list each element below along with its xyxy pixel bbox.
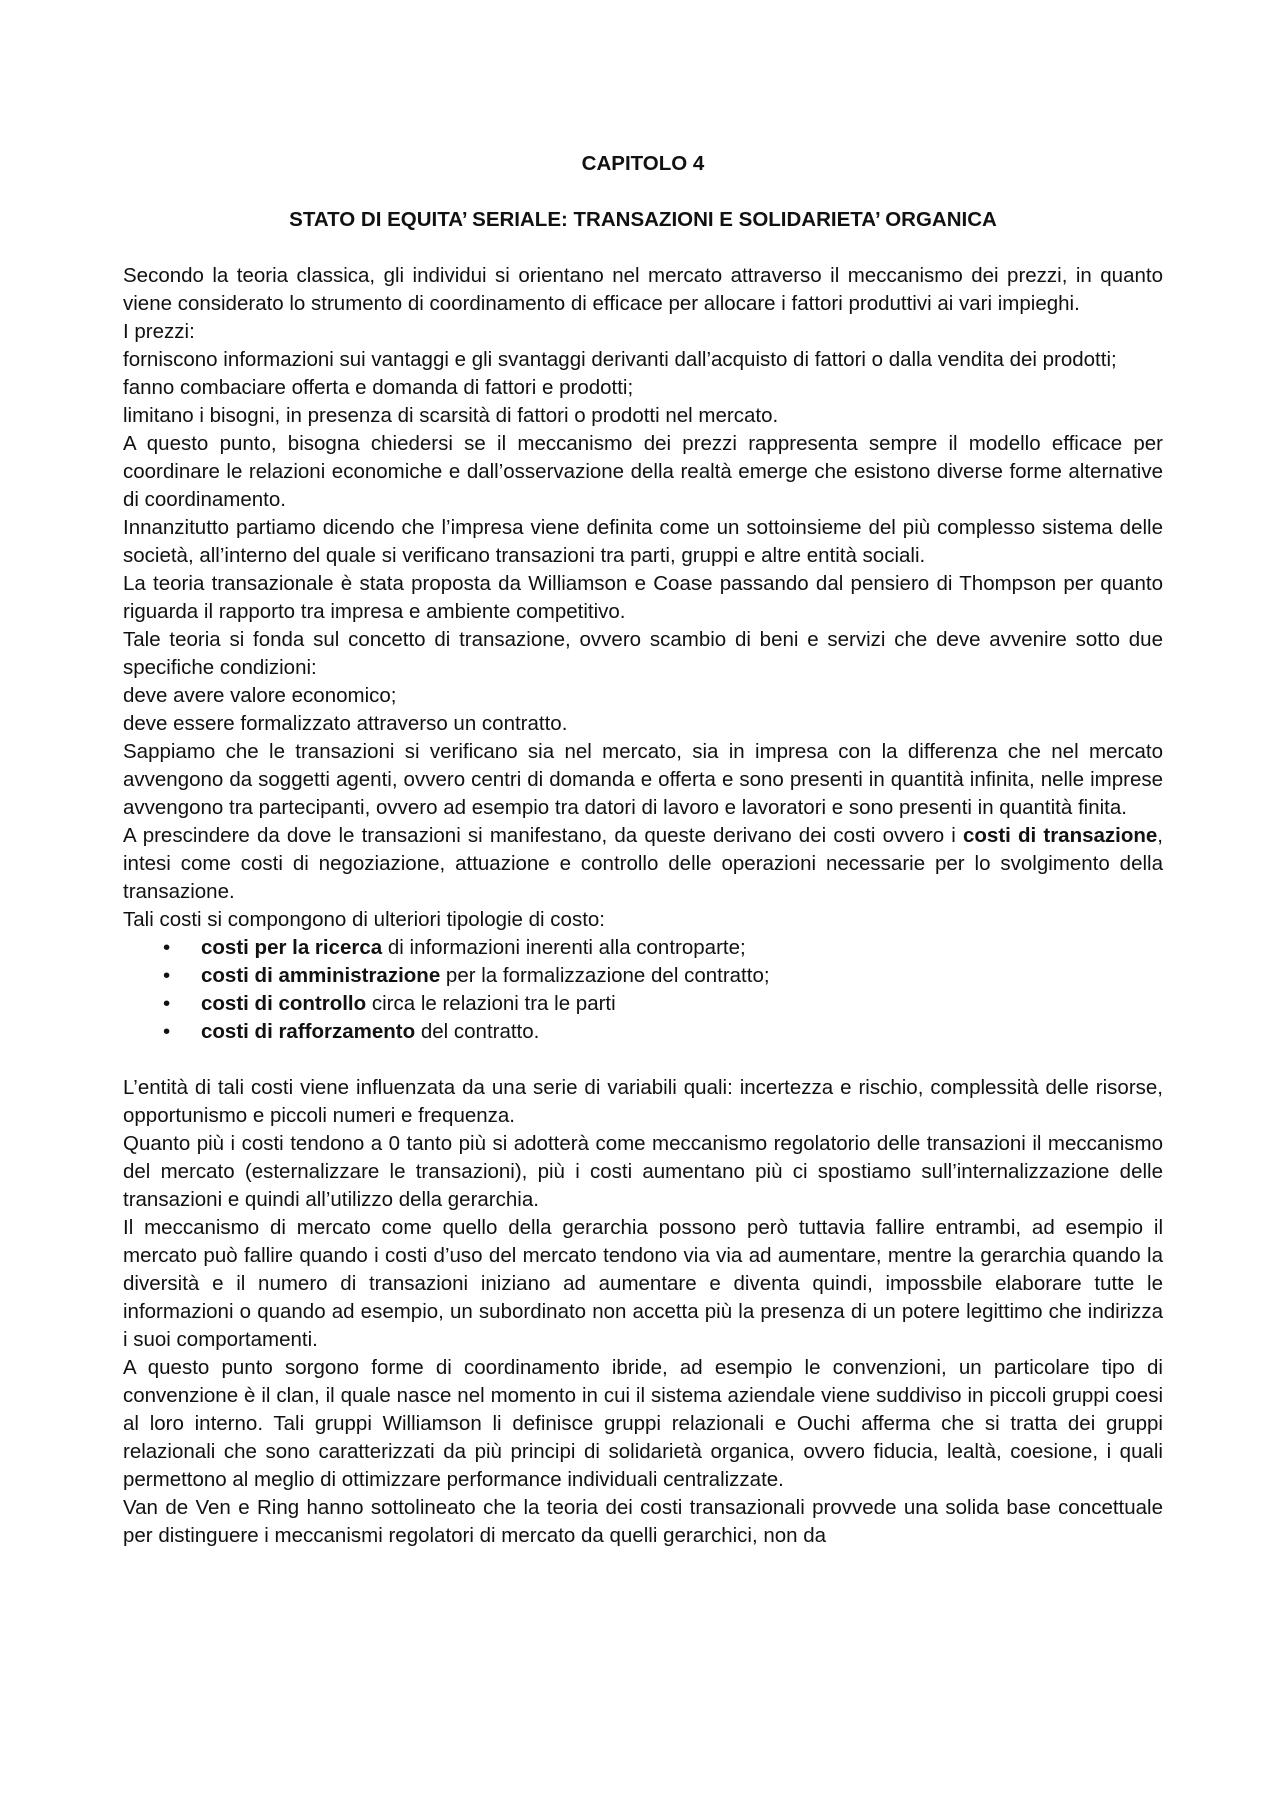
paragraph: Il meccanismo di mercato come quello della gerarchia possono però tuttavia fallire entrambi, ad esempio il mercato può fallire quando i costi d’uso del mercato tendono via via ad aumentare, mentre la gerarchia quando la diversità e il numero di transazioni iniziano ad aumentare e diventa quindi, impossbile elaborare tutte le informazioni o quando ad esempio, un subordinato non accetta più la presenza di un potere legittimo che indirizza i suoi comportamenti. (123, 1216, 1163, 1351)
paragraph-text: , intesi come costi di negoziazione, attuazione e controllo delle operazioni necessarie per lo svolgimento della transazione. (123, 824, 1163, 903)
list-item (163, 962, 1163, 990)
bold-term: costi di amministrazione (201, 964, 441, 987)
paragraph: Tali costi si compongono di ulteriori tipologie di costo: (123, 908, 606, 931)
list-item-text: per la formalizzazione del contratto; (440, 964, 770, 987)
list-item-text: di informazioni inerenti alla controparte; (382, 936, 746, 959)
bold-term: costi di transazione (963, 824, 1158, 847)
bullet-icon: • (163, 936, 171, 959)
bullet-icon: • (163, 964, 171, 987)
paragraph: A questo punto, bisogna chiedersi se il meccanismo dei prezzi rappresenta sempre il modello efficace per coordinare le relazioni economiche e dall’osservazione della realtà emerge che esistono diverse forme alternative di coordinamento. (123, 432, 1163, 511)
chapter-heading: CAPITOLO 4 (581, 152, 705, 175)
paragraph: Secondo la teoria classica, gli individui si orientano nel mercato attraverso il meccanismo dei prezzi, in quanto viene considerato lo strumento di coordinamento di efficace per allocare i fattori produttivi ai vari impieghi. (123, 264, 1163, 315)
paragraph: L’entità di tali costi viene influenzata da una serie di variabili quali: incertezza e rischio, complessità delle risorse, opportunismo e piccoli numeri e frequenza. (123, 1076, 1163, 1127)
paragraph: fanno combaciare offerta e domanda di fattori e prodotti; (123, 376, 634, 399)
paragraph: Quanto più i costi tendono a 0 tanto più si adotterà come meccanismo regolatorio delle transazioni il meccanismo del mercato (esternalizzare le transazioni), più i costi aumentano più ci spostiamo sull’internalizzazione delle transazioni e quindi all’utilizzo della gerarchia. (123, 1132, 1163, 1211)
list-item (163, 1018, 1163, 1046)
cost-types-list (123, 934, 1163, 1046)
bold-term: costi per la ricerca (201, 936, 383, 959)
paragraph: La teoria transazionale è stata proposta da Williamson e Coase passando dal pensiero di Thompson per quanto riguarda il rapporto tra impresa e ambiente competitivo. (123, 572, 1163, 623)
paragraph (123, 822, 1163, 906)
paragraph: deve essere formalizzato attraverso un contratto. (123, 712, 568, 735)
chapter-title: STATO DI EQUITA’ SERIALE: TRANSAZIONI E SOLIDARIETA’ ORGANICA (289, 208, 997, 231)
paragraph: Van de Ven e Ring hanno sottolineato che la teoria dei costi transazionali provvede una solida base concettuale per distinguere i meccanismi regolatori di mercato da quelli gerarchici, non da (123, 1496, 1163, 1547)
list-item-text: del contratto. (415, 1020, 540, 1043)
spacer (123, 1046, 1163, 1074)
paragraph: Tale teoria si fonda sul concetto di transazione, ovvero scambio di beni e servizi che deve avvenire sotto due specifiche condizioni: (123, 628, 1163, 679)
list-item (163, 990, 1163, 1018)
bullet-icon: • (163, 1020, 171, 1043)
bullet-icon: • (163, 992, 171, 1015)
paragraph: deve avere valore economico; (123, 684, 397, 707)
document-body (123, 262, 1163, 1550)
list-item (163, 934, 1163, 962)
paragraph: forniscono informazioni sui vantaggi e gli svantaggi derivanti dall’acquisto di fattori o dalla vendita dei prodotti; (123, 348, 1117, 371)
paragraph: limitano i bisogni, in presenza di scarsità di fattori o prodotti nel mercato. (123, 404, 779, 427)
paragraph: Innanzitutto partiamo dicendo che l’impresa viene definita come un sottoinsieme del più complesso sistema delle società, all’interno del quale si verificano transazioni tra parti, gruppi e altre entità sociali. (123, 516, 1163, 567)
list-item-text: circa le relazioni tra le parti (366, 992, 616, 1015)
paragraph: Sappiamo che le transazioni si verificano sia nel mercato, sia in impresa con la differenza che nel mercato avvengono da soggetti agenti, ovvero centri di domanda e offerta e sono presenti in quantità infinita, nelle imprese avvengono tra partecipanti, ovvero ad esempio tra datori di lavoro e lavoratori e sono presenti in quantità finita. (123, 740, 1163, 819)
bold-term: costi di rafforzamento (201, 1020, 416, 1043)
paragraph: A questo punto sorgono forme di coordinamento ibride, ad esempio le convenzioni, un particolare tipo di convenzione è il clan, il quale nasce nel momento in cui il sistema aziendale viene suddiviso in piccoli gruppi coesi al loro interno. Tali gruppi Williamson li definisce gruppi relazionali e Ouchi afferma che si tratta dei gruppi relazionali che sono caratterizzati da più principi di solidarietà organica, ovvero fiducia, lealtà, coesione, i quali permettono al meglio di ottimizzare performance individuali centralizzate. (123, 1356, 1163, 1491)
paragraph: I prezzi: (123, 320, 195, 343)
paragraph-text: A prescindere da dove le transazioni si manifestano, da queste derivano dei costi ovvero i (123, 824, 963, 847)
bold-term: costi di controllo (201, 992, 367, 1015)
document-page (123, 150, 1163, 1550)
